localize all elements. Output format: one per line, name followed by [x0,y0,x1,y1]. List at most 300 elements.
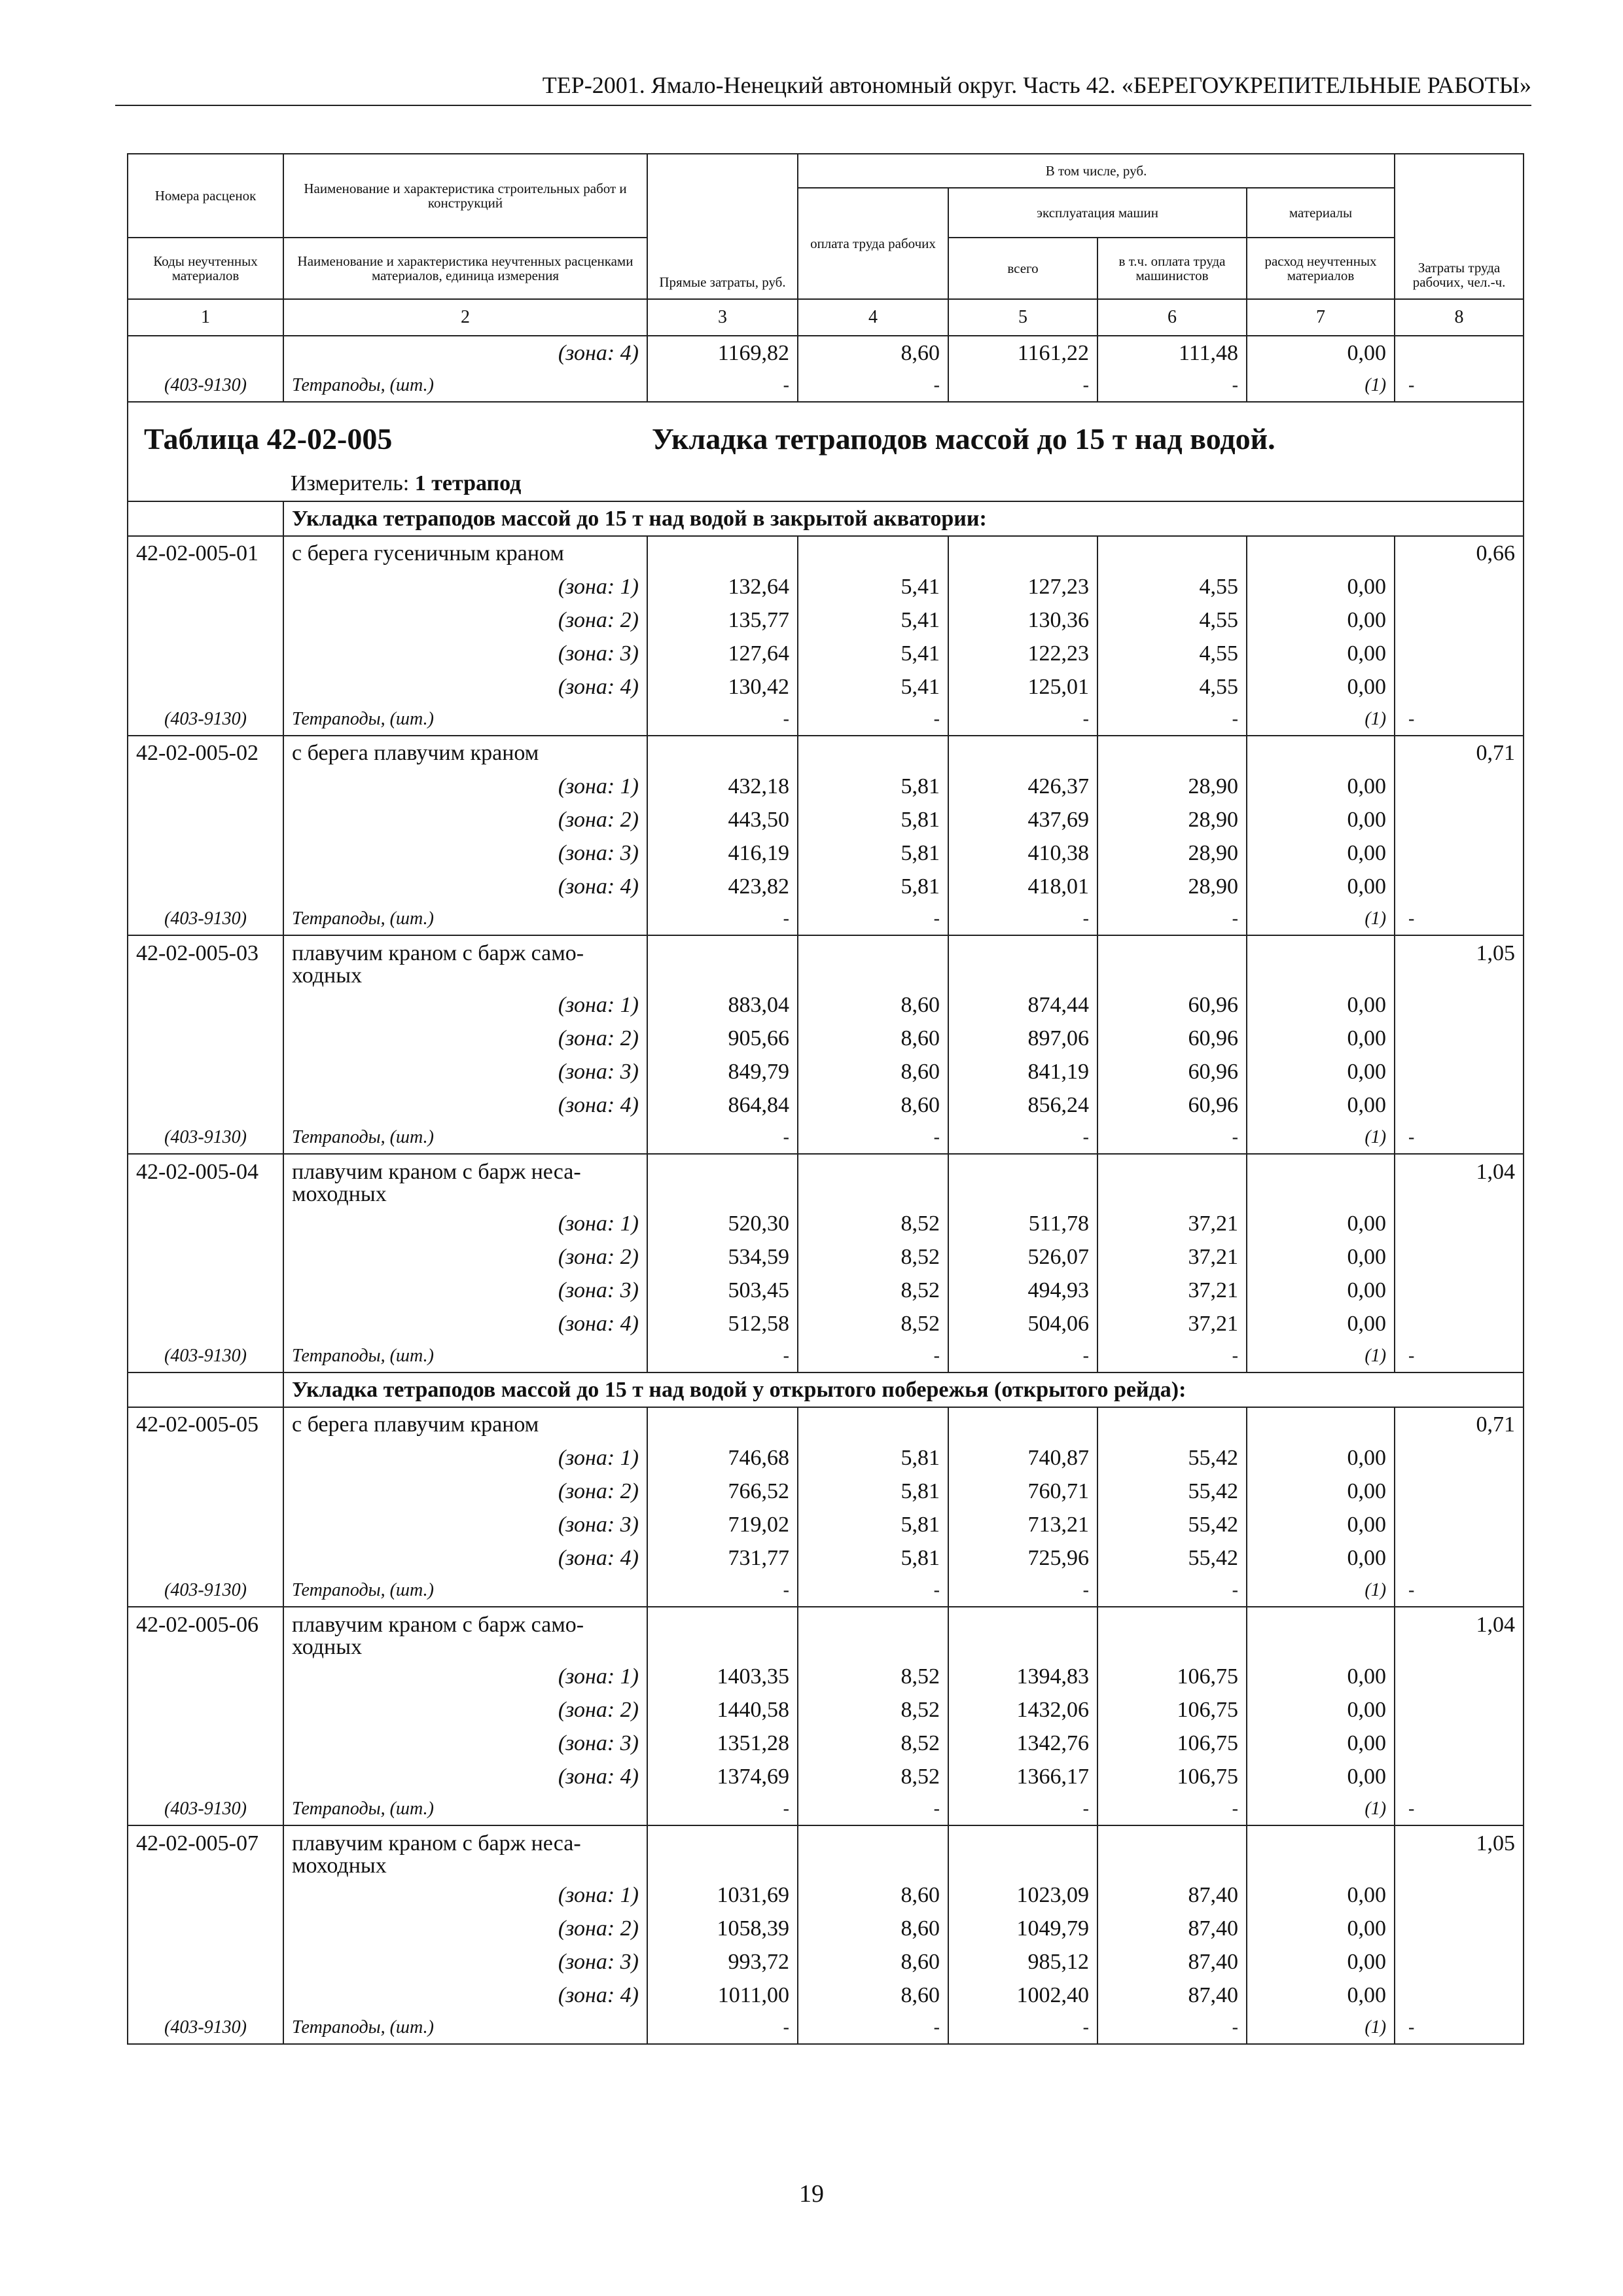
running-title: ТЕР-2001. Ямало-Ненецкий автономный округ. Часть 42. «БЕРЕГОУКРЕПИТЕЛЬНЫЕ РАБОТЫ» [542,72,1531,98]
machine-cost: 1002,40 [948,1979,1097,2012]
machinist-cost: 28,90 [1097,870,1247,903]
direct-cost: 130,42 [647,670,798,704]
dash: - [1395,1793,1524,1825]
zone-row [128,1088,1524,1122]
material-code: (403-9130) [128,370,283,402]
col-number: 4 [798,299,948,336]
labor-cost: 5,41 [798,670,948,704]
material-name: Тетраподы, (шт.) [283,1575,647,1607]
direct-cost: 731,77 [647,1541,798,1575]
zone-label: (зона: 2) [283,603,647,637]
direct-cost: 423,82 [647,870,798,903]
material-qty: (1) [1247,1340,1395,1372]
dash: - [1395,1340,1524,1372]
labor-cost: 5,81 [798,770,948,803]
direct-cost: 766,52 [647,1475,798,1508]
dash: - [798,903,948,935]
dash: - [1395,704,1524,736]
direct-cost: 746,68 [647,1441,798,1475]
zone-row [128,770,1524,803]
section-heading: Укладка тетраподов массой до 15 т над водой у открытого побережья (открытого рейда): [283,1372,1524,1407]
material-cost: 0,00 [1247,670,1395,704]
labor-hours: 1,04 [1395,1607,1524,1660]
machinist-cost: 87,40 [1097,1912,1247,1945]
dash: - [948,1340,1097,1372]
col8-header: Затраты труда рабочих, чел.-ч. [1395,154,1524,299]
zone-label: (зона: 1) [283,988,647,1022]
direct-cost: 883,04 [647,988,798,1022]
machine-cost: 410,38 [948,836,1097,870]
material-code: (403-9130) [128,2012,283,2044]
dash: - [1097,903,1247,935]
zone-row [128,988,1524,1022]
dash: - [948,704,1097,736]
dash: - [1097,2012,1247,2044]
zone-row [128,1441,1524,1475]
dash: - [948,1793,1097,1825]
zone-label: (зона: 2) [283,1475,647,1508]
zone-row [128,1240,1524,1274]
labor-cost: 8,60 [798,1022,948,1055]
labor-cost: 8,52 [798,1274,948,1307]
machines-header: эксплуатация машин [948,188,1247,238]
material-cost: 0,00 [1247,336,1395,370]
labor-cost: 5,41 [798,603,948,637]
direct-cost: 127,64 [647,637,798,670]
machinist-cost: 106,75 [1097,1660,1247,1693]
zone-row [128,1979,1524,2012]
rate-name: плавучим краном с барж неса-моходных [283,1154,647,1207]
machinist-cost: 4,55 [1097,603,1247,637]
machinist-cost: 55,42 [1097,1541,1247,1575]
zone-row [128,1207,1524,1240]
machine-cost: 130,36 [948,603,1097,637]
material-row [128,1340,1524,1372]
dash: - [948,1122,1097,1154]
zone-label: (зона: 2) [283,1912,647,1945]
machinist-cost: 87,40 [1097,1878,1247,1912]
direct-cost: 1011,00 [647,1979,798,2012]
zone-label: (зона: 1) [283,1660,647,1693]
material-code: (403-9130) [128,1340,283,1372]
material-cost: 0,00 [1247,803,1395,836]
dash: - [798,370,948,402]
material-qty: (1) [1247,1575,1395,1607]
zone-label: (зона: 2) [283,1240,647,1274]
dash: - [647,2012,798,2044]
material-cost: 0,00 [1247,570,1395,603]
zone-row [128,870,1524,903]
machinist-cost: 28,90 [1097,803,1247,836]
material-cost: 0,00 [1247,1307,1395,1340]
col2-bottom-header: Наименование и характеристика неучтенных расценками материалов, единица измерения [283,238,647,299]
dash: - [1097,1122,1247,1154]
zone-label: (зона: 1) [283,1207,647,1240]
zone-row [128,1693,1524,1727]
labor-hours: 0,71 [1395,736,1524,770]
direct-cost: 993,72 [647,1945,798,1979]
rate-name: плавучим краном с барж само-ходных [283,935,647,988]
dash: - [1097,370,1247,402]
labor-cost: 8,52 [798,1660,948,1693]
machinist-cost: 55,42 [1097,1441,1247,1475]
labor-cost: 5,81 [798,836,948,870]
machine-cost: 1394,83 [948,1660,1097,1693]
carryover-material-row [128,370,1524,402]
machinist-cost: 87,40 [1097,1945,1247,1979]
material-qty: (1) [1247,2012,1395,2044]
col2-top-header: Наименование и характеристика строительных работ и конструкций [283,154,647,238]
machine-cost: 985,12 [948,1945,1097,1979]
labor-cost: 8,60 [798,1088,948,1122]
material-row [128,1575,1524,1607]
dash: - [798,1340,948,1372]
zone-label: (зона: 3) [283,1945,647,1979]
labor-hours: 1,05 [1395,935,1524,988]
labor-cost: 5,81 [798,1475,948,1508]
machine-cost: 1023,09 [948,1878,1097,1912]
rate-code: 42-02-005-05 [128,1407,283,1441]
material-cost: 0,00 [1247,1945,1395,1979]
zone-row [128,570,1524,603]
dash: - [1097,1793,1247,1825]
labor-hours: 0,71 [1395,1407,1524,1441]
table-body [128,336,1524,2044]
material-cost: 0,00 [1247,637,1395,670]
material-cost: 0,00 [1247,1878,1395,1912]
direct-cost: 849,79 [647,1055,798,1088]
section-heading-row [128,1372,1524,1407]
dash: - [798,1122,948,1154]
rate-code: 42-02-005-07 [128,1825,283,1878]
direct-cost: 1031,69 [647,1878,798,1912]
rate-row [128,1825,1524,1878]
zone-label: (зона: 3) [283,836,647,870]
machines-labor-header: в т.ч. оплата труда машинистов [1097,238,1247,299]
machinist-cost: 55,42 [1097,1508,1247,1541]
machinist-cost: 37,21 [1097,1274,1247,1307]
rate-code: 42-02-005-02 [128,736,283,770]
zone-label: (зона: 1) [283,570,647,603]
direct-cost: 512,58 [647,1307,798,1340]
dash: - [1395,903,1524,935]
material-name: Тетраподы, (шт.) [283,1122,647,1154]
zone-row [128,1727,1524,1760]
machine-cost: 841,19 [948,1055,1097,1088]
zone-label: (зона: 4) [283,1088,647,1122]
zone-label: (зона: 1) [283,1441,647,1475]
material-cost: 0,00 [1247,1693,1395,1727]
labor-cost: 8,52 [798,1240,948,1274]
machine-cost: 504,06 [948,1307,1097,1340]
material-cost: 0,00 [1247,1207,1395,1240]
machinist-cost: 60,96 [1097,1022,1247,1055]
machine-cost: 437,69 [948,803,1097,836]
machine-cost: 1049,79 [948,1912,1097,1945]
dash: - [948,1575,1097,1607]
machinist-cost: 106,75 [1097,1727,1247,1760]
machine-cost: 494,93 [948,1274,1097,1307]
direct-cost: 416,19 [647,836,798,870]
dash: - [798,1793,948,1825]
machinist-cost: 4,55 [1097,570,1247,603]
machinist-cost: 55,42 [1097,1475,1247,1508]
col-number: 1 [128,299,283,336]
machinist-cost: 60,96 [1097,988,1247,1022]
machinist-cost: 60,96 [1097,1088,1247,1122]
machinist-cost: 106,75 [1097,1760,1247,1793]
zone-label: (зона: 4) [283,1307,647,1340]
material-cost: 0,00 [1247,836,1395,870]
machine-cost: 713,21 [948,1508,1097,1541]
carryover-zone-row [128,336,1524,370]
zone-label: (зона: 4) [283,670,647,704]
col-number: 5 [948,299,1097,336]
materials-sub-header: расход неучтенных материалов [1247,238,1395,299]
table-title-row [128,402,1524,501]
dash: - [647,1575,798,1607]
zone-label: (зона: 4) [283,1541,647,1575]
material-cost: 0,00 [1247,1441,1395,1475]
material-qty: (1) [1247,370,1395,402]
material-code: (403-9130) [128,704,283,736]
table-number: Таблица 42-02-005 [144,422,393,456]
unit-line [291,467,521,500]
material-name: Тетраподы, (шт.) [283,903,647,935]
labor-hours: 0,66 [1395,536,1524,570]
dash: - [647,1793,798,1825]
dash: - [798,704,948,736]
material-row [128,2012,1524,2044]
zone-row [128,1945,1524,1979]
direct-cost: 719,02 [647,1508,798,1541]
machine-cost: 511,78 [948,1207,1097,1240]
direct-cost: 534,59 [647,1240,798,1274]
direct-cost: 132,64 [647,570,798,603]
section-heading-row [128,501,1524,536]
zone-row [128,1475,1524,1508]
zone-label: (зона: 1) [283,770,647,803]
zone-row [128,1055,1524,1088]
zone-row [128,1307,1524,1340]
machinist-cost: 37,21 [1097,1240,1247,1274]
dash: - [1395,1575,1524,1607]
labor-hours: 1,04 [1395,1154,1524,1207]
dash: - [948,370,1097,402]
material-qty: (1) [1247,704,1395,736]
machine-cost: 760,71 [948,1475,1097,1508]
rate-row [128,935,1524,988]
machine-cost: 1366,17 [948,1760,1097,1793]
dash: - [1097,704,1247,736]
material-name: Тетраподы, (шт.) [283,370,647,402]
zone-label: (зона: 2) [283,1693,647,1727]
col1-top-header: Номера расценок [128,154,283,238]
machinist-cost: 28,90 [1097,836,1247,870]
zone-label: (зона: 4) [283,336,647,370]
col3-header: Прямые затраты, руб. [647,154,798,299]
labor-cost: 8,52 [798,1760,948,1793]
direct-cost: 503,45 [647,1274,798,1307]
zone-label: (зона: 3) [283,637,647,670]
machinist-cost: 37,21 [1097,1207,1247,1240]
unit-value: 1 тетрапод [414,471,522,495]
zone-row [128,836,1524,870]
labor-cost: 8,52 [798,1693,948,1727]
labor-cost: 8,52 [798,1727,948,1760]
zone-label: (зона: 4) [283,1760,647,1793]
dash: - [798,1575,948,1607]
running-header [115,65,1531,106]
material-cost: 0,00 [1247,1979,1395,2012]
material-cost: 0,00 [1247,1508,1395,1541]
machine-cost: 897,06 [948,1022,1097,1055]
dash: - [1097,1340,1247,1372]
material-cost: 0,00 [1247,1660,1395,1693]
zone-row [128,1878,1524,1912]
direct-cost: 905,66 [647,1022,798,1055]
direct-cost: 1058,39 [647,1912,798,1945]
rate-code: 42-02-005-04 [128,1154,283,1207]
rate-code: 42-02-005-01 [128,536,283,570]
zone-label: (зона: 4) [283,870,647,903]
material-cost: 0,00 [1247,1055,1395,1088]
zone-label: (зона: 2) [283,803,647,836]
labor-hours: 1,05 [1395,1825,1524,1878]
machine-cost: 526,07 [948,1240,1097,1274]
machinist-cost: 106,75 [1097,1693,1247,1727]
material-cost: 0,00 [1247,988,1395,1022]
machine-cost: 127,23 [948,570,1097,603]
labor-cost: 8,52 [798,1207,948,1240]
labor-cost: 8,60 [798,1912,948,1945]
material-row [128,704,1524,736]
page-number: 19 [799,2180,824,2208]
zone-row [128,637,1524,670]
labor-cost: 5,81 [798,803,948,836]
labor-cost: 8,60 [798,1878,948,1912]
col-number: 8 [1395,299,1524,336]
direct-cost: 1374,69 [647,1760,798,1793]
machine-cost: 125,01 [948,670,1097,704]
material-name: Тетраподы, (шт.) [283,1340,647,1372]
material-qty: (1) [1247,1793,1395,1825]
labor-cost: 5,81 [798,870,948,903]
dash: - [948,903,1097,935]
direct-cost: 432,18 [647,770,798,803]
dash: - [647,1340,798,1372]
labor-cost: 8,60 [798,1055,948,1088]
machinist-cost: 37,21 [1097,1307,1247,1340]
direct-cost: 1169,82 [647,336,798,370]
col1-bottom-header: Коды неучтенных материалов [128,238,283,299]
material-cost: 0,00 [1247,1274,1395,1307]
col-number: 3 [647,299,798,336]
machine-cost: 426,37 [948,770,1097,803]
labor-cost: 5,41 [798,637,948,670]
col-number: 6 [1097,299,1247,336]
material-code: (403-9130) [128,1793,283,1825]
material-cost: 0,00 [1247,770,1395,803]
labor-cost: 5,81 [798,1508,948,1541]
labor-cost: 8,52 [798,1307,948,1340]
rate-code: 42-02-005-03 [128,935,283,988]
material-name: Тетраподы, (шт.) [283,2012,647,2044]
rate-code: 42-02-005-06 [128,1607,283,1660]
material-cost: 0,00 [1247,1088,1395,1122]
rate-row [128,736,1524,770]
material-cost: 0,00 [1247,1240,1395,1274]
material-cost: 0,00 [1247,1727,1395,1760]
direct-cost: 1440,58 [647,1693,798,1727]
dash: - [647,1122,798,1154]
zone-row [128,1022,1524,1055]
dash: - [1395,1122,1524,1154]
rate-name: с берега гусеничным краном [283,536,647,570]
zone-label: (зона: 3) [283,1508,647,1541]
labor-cost: 5,81 [798,1441,948,1475]
zone-row [128,603,1524,637]
material-name: Тетраподы, (шт.) [283,704,647,736]
labor-cost: 8,60 [798,336,948,370]
labor-cost: 8,60 [798,1945,948,1979]
rate-row [128,1607,1524,1660]
dash: - [1395,2012,1524,2044]
dash: - [647,704,798,736]
machine-cost: 1432,06 [948,1693,1097,1727]
materials-header: материалы [1247,188,1395,238]
zone-row [128,1541,1524,1575]
zone-row [128,1660,1524,1693]
direct-cost: 864,84 [647,1088,798,1122]
table-name: Укладка тетраподов массой до 15 т над водой. [652,422,1275,456]
zone-row [128,1912,1524,1945]
direct-cost: 443,50 [647,803,798,836]
machine-cost: 1161,22 [948,336,1097,370]
dash: - [1097,1575,1247,1607]
zone-label: (зона: 3) [283,1055,647,1088]
machinist-cost: 4,55 [1097,670,1247,704]
direct-cost: 135,77 [647,603,798,637]
material-cost: 0,00 [1247,1022,1395,1055]
column-numbers-row [128,299,1524,336]
machine-cost: 418,01 [948,870,1097,903]
direct-cost: 1351,28 [647,1727,798,1760]
material-cost: 0,00 [1247,1541,1395,1575]
incl-header: В том числе, руб. [798,154,1395,188]
dash: - [798,2012,948,2044]
machine-cost: 740,87 [948,1441,1097,1475]
labor-cost: 5,41 [798,570,948,603]
zone-row [128,1760,1524,1793]
dash: - [948,2012,1097,2044]
zone-label: (зона: 4) [283,1979,647,2012]
machines-total-header: всего [948,238,1097,299]
rate-row [128,1154,1524,1207]
material-row [128,903,1524,935]
material-cost: 0,00 [1247,1760,1395,1793]
zone-label: (зона: 2) [283,1022,647,1055]
machinist-cost: 4,55 [1097,637,1247,670]
material-qty: (1) [1247,1122,1395,1154]
col-number: 2 [283,299,647,336]
rate-row [128,1407,1524,1441]
machine-cost: 725,96 [948,1541,1097,1575]
machinist-cost: 111,48 [1097,336,1247,370]
rate-name: плавучим краном с барж неса-моходных [283,1825,647,1878]
machinist-cost: 60,96 [1097,1055,1247,1088]
material-row [128,1793,1524,1825]
